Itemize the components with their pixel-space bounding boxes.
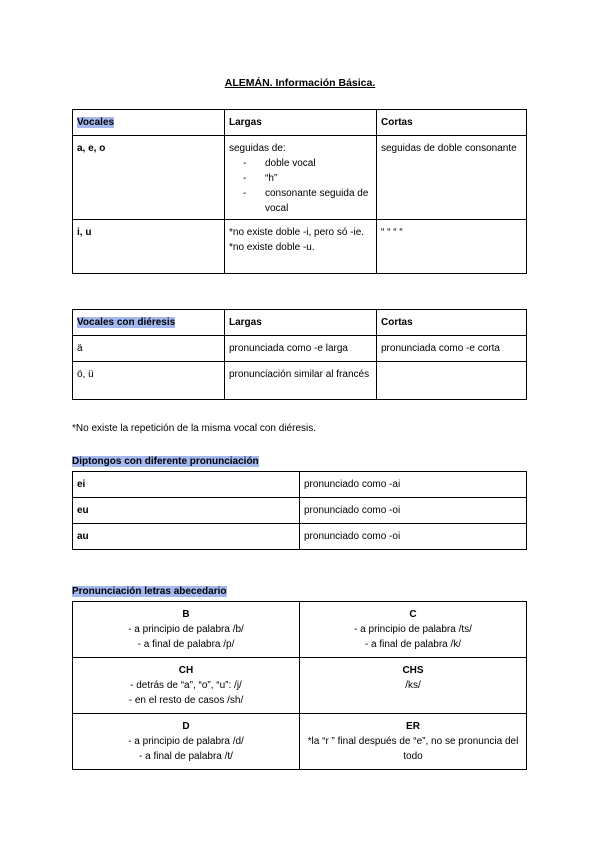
largas-cell	[225, 136, 377, 220]
rule-line: - a final de palabra /k/	[364, 639, 462, 650]
letter-cell-b	[73, 602, 300, 658]
letter-cell-chs	[300, 658, 527, 714]
rule-line: - detrás de “a”, “o”, “u”: /j/	[130, 680, 242, 691]
header-largas: Largas	[225, 110, 377, 136]
largas-cell	[225, 220, 377, 274]
letter: C	[409, 609, 417, 620]
letter: B	[182, 609, 190, 620]
diptongos-title: Diptongos con diferente pronunciación	[72, 456, 259, 467]
vocales-table	[72, 109, 527, 274]
letter: ER	[406, 721, 420, 732]
letter-cell-er	[300, 714, 527, 770]
header-largas: Largas	[225, 310, 377, 336]
letter-cell-d	[73, 714, 300, 770]
cortas-cell: pronunciada como -e corta	[377, 336, 527, 362]
dieresis-note: *No existe la repetición de la misma vocal con diéresis.	[72, 423, 316, 434]
rule-line: /ks/	[405, 680, 421, 691]
diptongo-cell: au	[73, 524, 300, 550]
note-line: *no existe doble -i, pero só -ie.	[229, 227, 365, 238]
letter-cell-c	[300, 602, 527, 658]
rule-line: - a principio de palabra /d/	[128, 736, 244, 747]
header-vocales: Vocales	[73, 110, 225, 136]
abecedario-table	[72, 601, 527, 770]
rule-line: - a final de palabra /t/	[139, 751, 233, 762]
largas-cell: pronunciada como -e larga	[225, 336, 377, 362]
list-item: - doble vocal	[243, 156, 372, 171]
cortas-cell: seguidas de doble consonante	[377, 136, 527, 220]
vowel-cell: i, u	[73, 220, 225, 274]
letter-cell-ch	[73, 658, 300, 714]
list-item: - “h”	[243, 171, 372, 186]
rule-line: *la “r ” final después de “e”, no se pronuncia del todo	[307, 736, 519, 762]
cortas-cell: “ “ “ “	[377, 220, 527, 274]
letter: CHS	[402, 665, 424, 676]
largas-intro: seguidas de:	[229, 143, 286, 154]
largas-list	[229, 156, 372, 216]
rule-line: - en el resto de casos /sh/	[128, 695, 244, 706]
vowel-cell: a, e, o	[73, 136, 225, 220]
dieresis-table	[72, 309, 527, 400]
note-line: *no existe doble -u.	[229, 242, 315, 253]
pronunciation-cell: pronunciado como -ai	[300, 472, 527, 498]
header-vocales-dieresis: Vocales con diéresis	[73, 310, 225, 336]
vowel-cell: ä	[73, 336, 225, 362]
abecedario-title: Pronunciación letras abecedario	[72, 586, 227, 597]
header-cortas: Cortas	[377, 110, 527, 136]
diptongos-table	[72, 471, 527, 550]
letter: D	[182, 721, 190, 732]
header-cortas: Cortas	[377, 310, 527, 336]
pronunciation-cell: pronunciado como -oi	[300, 498, 527, 524]
rule-line: - a final de palabra /p/	[137, 639, 235, 650]
vowel-cell: ö, ü	[73, 362, 225, 400]
cortas-cell	[377, 362, 527, 400]
rule-line: - a principio de palabra /b/	[128, 624, 244, 635]
letter: CH	[178, 665, 194, 676]
rule-line: - a principio de palabra /ts/	[354, 624, 472, 635]
page-title: ALEMÁN. Información Básica.	[224, 77, 376, 89]
pronunciation-cell: pronunciado como -oi	[300, 524, 527, 550]
list-item: - consonante seguida de vocal	[243, 186, 372, 216]
diptongo-cell: ei	[73, 472, 300, 498]
diptongo-cell: eu	[73, 498, 300, 524]
largas-cell: pronunciación similar al francés	[225, 362, 377, 400]
